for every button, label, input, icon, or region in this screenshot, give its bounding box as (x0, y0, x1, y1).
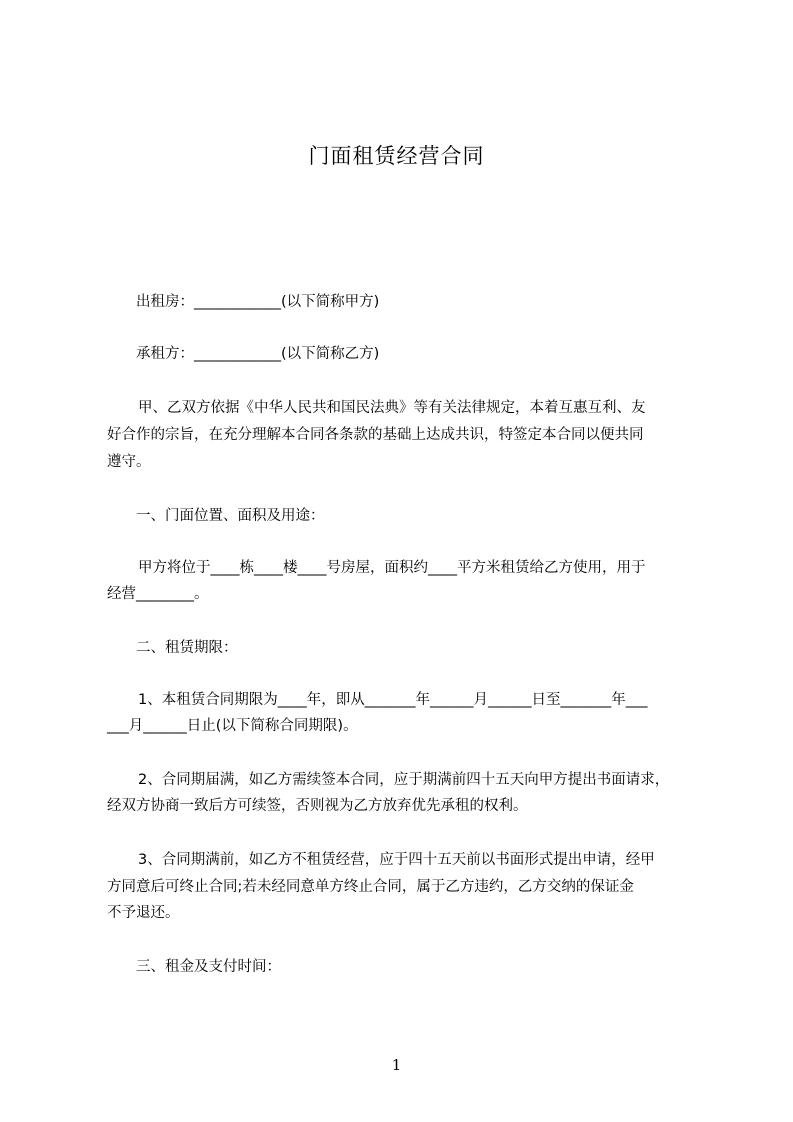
document-title: 门面租赁经营合同 (308, 144, 485, 168)
preamble-line-2: 好合作的宗旨，在充分理解本合同各条款的基础上达成共识，特签定本合同以便共同 (107, 427, 644, 443)
preamble-line-1: 甲、乙双方依据《中华人民共和国民法典》等有关法律规定，本着互惠互利、友 (138, 400, 646, 416)
section-1-line-1: 甲方将位于____栋____楼____号房屋，面积约____平方米租赁给乙方使用，用于 (138, 560, 646, 576)
clause-2-2-line-2: 经双方协商一致后方可续签，否则视为乙方放弃优先承租的权利。 (107, 798, 528, 814)
clause-2-3-line-2: 方同意后可终止合同;若未经同意单方终止合同，属于乙方违约，乙方交纳的保证金 (107, 879, 634, 895)
page-number: 1 (391, 1056, 402, 1074)
clause-2-2-line-1: 2、合同期届满，如乙方需续签本合同，应于期满前四十五天向甲方提出书面请求， (138, 772, 670, 788)
lessor-line: 出租房：____________(以下简称甲方) (136, 294, 380, 310)
clause-2-3-line-1: 3、合同期满前，如乙方不租赁经营，应于四十五天前以书面形式提出申请，经甲 (138, 852, 655, 868)
clause-2-1-line-2: ___月______日止(以下简称合同期限)。 (107, 718, 358, 734)
clause-2-3-line-3: 不予退还。 (107, 905, 180, 921)
clause-2-1-line-1: 1、本租赁合同期限为____年，即从_______年______月______日至_______年___ (138, 692, 648, 708)
section-3-heading: 三、租金及支付时间： (136, 959, 281, 975)
preamble-line-3: 遵守。 (107, 454, 151, 470)
section-1-line-2: 经营________。 (107, 586, 209, 602)
lessee-line: 承租方：____________(以下简称乙方) (136, 346, 380, 362)
section-1-heading: 一、门面位置、面积及用途： (136, 508, 325, 524)
section-2-heading: 二、租赁期限： (136, 640, 238, 656)
